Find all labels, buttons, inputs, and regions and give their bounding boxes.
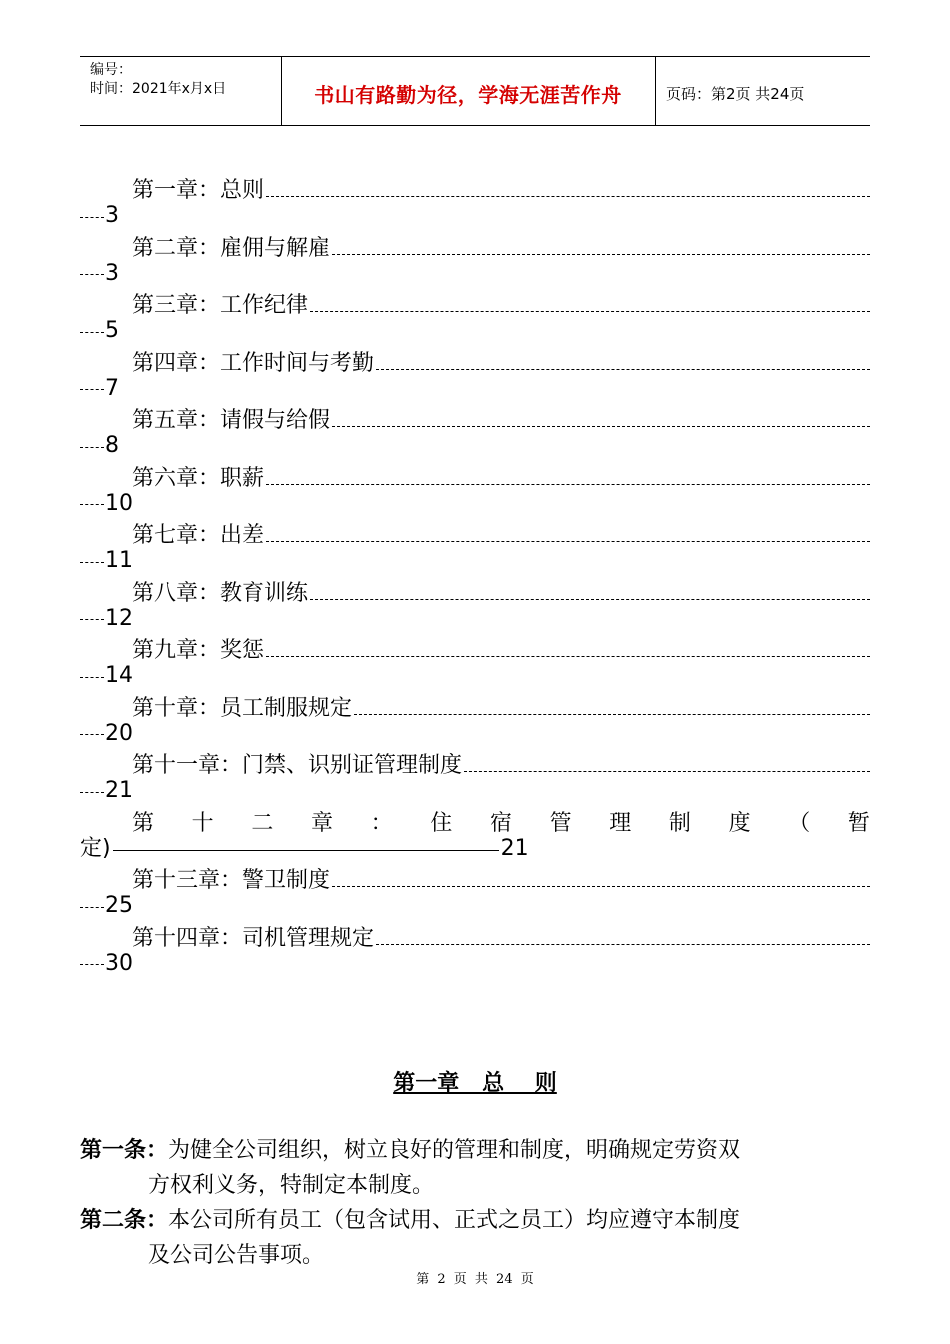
toc-leader xyxy=(80,562,104,563)
toc-title-justified xyxy=(132,807,870,837)
toc-title-char: 二 xyxy=(251,810,274,836)
toc-leader xyxy=(332,886,870,887)
toc-entry[interactable] xyxy=(80,343,870,401)
toc-title: 第六章：职薪 xyxy=(132,465,265,491)
toc-leader xyxy=(376,944,870,945)
article-label: 第一条： xyxy=(80,1138,169,1163)
toc-entry[interactable] xyxy=(80,630,870,688)
toc-leader xyxy=(80,734,104,735)
toc-title: 第十四章：司机管理规定 xyxy=(132,925,375,951)
toc-title: 第十章：员工制服规定 xyxy=(132,695,353,721)
header-motto: 书山有路勤为径，学海无涯苦作舟 xyxy=(314,83,622,107)
toc-title-char: 十 xyxy=(191,810,214,836)
toc-leader xyxy=(113,850,499,851)
article-label: 第二条： xyxy=(80,1208,169,1233)
toc-leader xyxy=(266,484,870,485)
toc-leader xyxy=(266,541,870,542)
number-label: 编号： xyxy=(90,62,132,78)
article-text: 本公司所有员工（包含试用、正式之员工）均应遵守本制度 xyxy=(168,1208,741,1233)
toc-leader xyxy=(80,964,104,965)
toc-page: 20 xyxy=(105,720,133,746)
article xyxy=(80,1133,870,1203)
toc-title-char: 理 xyxy=(609,810,632,836)
header-divider xyxy=(655,57,656,125)
toc-leader xyxy=(354,714,870,715)
toc-leader xyxy=(310,599,870,600)
toc-entry[interactable] xyxy=(80,573,870,631)
toc-title: 第七章：出差 xyxy=(132,523,265,548)
toc-leader xyxy=(376,369,870,370)
toc-leader xyxy=(80,619,104,620)
toc-title-char: 暂 xyxy=(847,810,870,836)
toc-title: 第一章：总则 xyxy=(132,178,265,203)
toc-leader xyxy=(332,426,870,427)
header-meta xyxy=(90,61,226,99)
toc-entry[interactable] xyxy=(80,918,870,976)
toc-leader xyxy=(310,311,870,312)
article-text: 为健全公司组织，树立良好的管理和制度，明确规定劳资双 xyxy=(168,1138,741,1163)
toc-page: 21 xyxy=(105,778,133,803)
toc-title: 第二章：雇佣与解雇 xyxy=(132,235,331,261)
toc-title: 第十一章：门禁、识别证管理制度 xyxy=(132,753,463,778)
toc-page: 3 xyxy=(105,203,119,228)
toc-title-char: 章 xyxy=(310,810,333,836)
toc-page: 14 xyxy=(105,663,133,688)
toc-page: 10 xyxy=(105,490,133,516)
toc-leader xyxy=(80,389,104,390)
toc-entry[interactable] xyxy=(80,400,870,458)
toc-title-char: 第 xyxy=(132,810,155,836)
toc-leader xyxy=(80,332,104,333)
page-header xyxy=(80,56,870,126)
table-of-contents xyxy=(80,170,870,975)
toc-page: 5 xyxy=(105,318,119,343)
date-label: 时间：2021年x月x日 xyxy=(90,81,227,97)
toc-title-char: （ xyxy=(788,810,811,836)
toc-page: 21 xyxy=(500,835,529,861)
toc-leader xyxy=(332,254,870,255)
toc-leader xyxy=(464,771,870,772)
toc-entry[interactable] xyxy=(80,458,870,516)
toc-entry[interactable] xyxy=(80,285,870,343)
article xyxy=(80,1203,870,1273)
toc-leader xyxy=(80,792,104,793)
page-footer: 第 2 页 共 24 页 xyxy=(416,1272,534,1287)
toc-title: 第五章：请假与给假 xyxy=(132,408,331,433)
toc-entry[interactable] xyxy=(80,745,870,803)
toc-entry[interactable] xyxy=(80,515,870,573)
toc-title: 第十三章：警卫制度 xyxy=(132,868,331,893)
article-text-continued: 方权利义务，特制定本制度。 xyxy=(148,1173,435,1198)
toc-leader xyxy=(80,447,104,448)
toc-page: 11 xyxy=(105,548,133,573)
chapter-heading-text: 第一章 总 则 xyxy=(393,1071,557,1096)
toc-leader xyxy=(80,504,104,505)
toc-entry[interactable] xyxy=(80,803,870,861)
toc-title: 第九章：奖惩 xyxy=(132,638,265,663)
toc-title: 第四章：工作时间与考勤 xyxy=(132,350,375,376)
toc-title: 第八章：教育训练 xyxy=(132,580,309,606)
toc-leader xyxy=(80,677,104,678)
toc-leader xyxy=(80,217,104,218)
article-text-continued: 及公司公告事项。 xyxy=(148,1243,325,1268)
toc-leader xyxy=(80,907,104,908)
chapter-heading xyxy=(0,1066,950,1097)
toc-page: 3 xyxy=(105,260,119,286)
toc-page: 12 xyxy=(105,605,133,631)
toc-page: 8 xyxy=(105,433,119,458)
toc-page: 25 xyxy=(105,893,133,918)
toc-title-char: 度 xyxy=(728,810,751,836)
toc-title-char: 住 xyxy=(430,810,453,836)
toc-page: 7 xyxy=(105,375,119,401)
toc-entry[interactable] xyxy=(80,688,870,746)
toc-title-char: 管 xyxy=(549,810,572,836)
toc-page: 30 xyxy=(105,950,133,976)
toc-leader xyxy=(266,656,870,657)
toc-title-continuation: 定) xyxy=(80,835,111,861)
toc-leader xyxy=(80,274,104,275)
toc-title-char: ： xyxy=(370,810,393,836)
header-page-info: 页码：第2页 共24页 xyxy=(666,85,805,103)
toc-title-char: 宿 xyxy=(489,810,512,836)
toc-leader xyxy=(266,196,870,197)
toc-title-char: 制 xyxy=(668,810,691,836)
toc-title: 第三章：工作纪律 xyxy=(132,293,309,318)
toc-entry[interactable] xyxy=(80,860,870,918)
toc-entry[interactable] xyxy=(80,228,870,286)
toc-entry[interactable] xyxy=(80,170,870,228)
